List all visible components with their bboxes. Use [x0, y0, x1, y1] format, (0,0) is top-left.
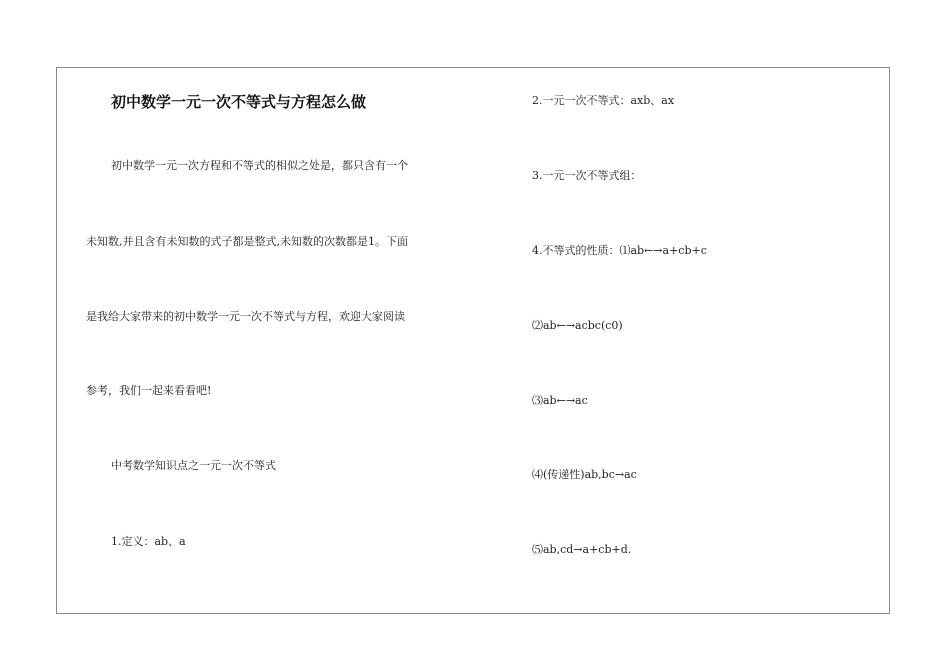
- item-property-4: ⑷(传递性)ab,bc→ac: [532, 468, 637, 481]
- item-property-1: 4.不等式的性质：⑴ab←→a+cb+c: [532, 244, 707, 257]
- item-inequality: 2.一元一次不等式：axb、ax: [532, 94, 675, 107]
- page-frame: [56, 67, 890, 614]
- paragraph-line-4: 参考，我们一起来看看吧!: [86, 384, 212, 397]
- item-inequality-system: 3.一元一次不等式组：: [532, 169, 642, 182]
- paragraph-line-1: 初中数学一元一次方程和不等式的相似之处是，都只含有一个: [111, 159, 408, 172]
- item-property-5: ⑸ab,cd→a+cb+d.: [532, 543, 632, 556]
- section-heading: 中考数学知识点之一元一次不等式: [111, 459, 276, 472]
- paragraph-line-2: 未知数,并且含有未知数的式子都是整式,未知数的次数都是1。下面: [86, 235, 408, 248]
- paragraph-line-3: 是我给大家带来的初中数学一元一次不等式与方程，欢迎大家阅读: [86, 310, 405, 323]
- item-property-2: ⑵ab←→acbc(c0): [532, 319, 623, 332]
- document-title: 初中数学一元一次不等式与方程怎么做: [111, 93, 367, 111]
- item-property-3: ⑶ab←→ac: [532, 394, 588, 407]
- item-definition: 1.定义：ab、a: [111, 535, 186, 548]
